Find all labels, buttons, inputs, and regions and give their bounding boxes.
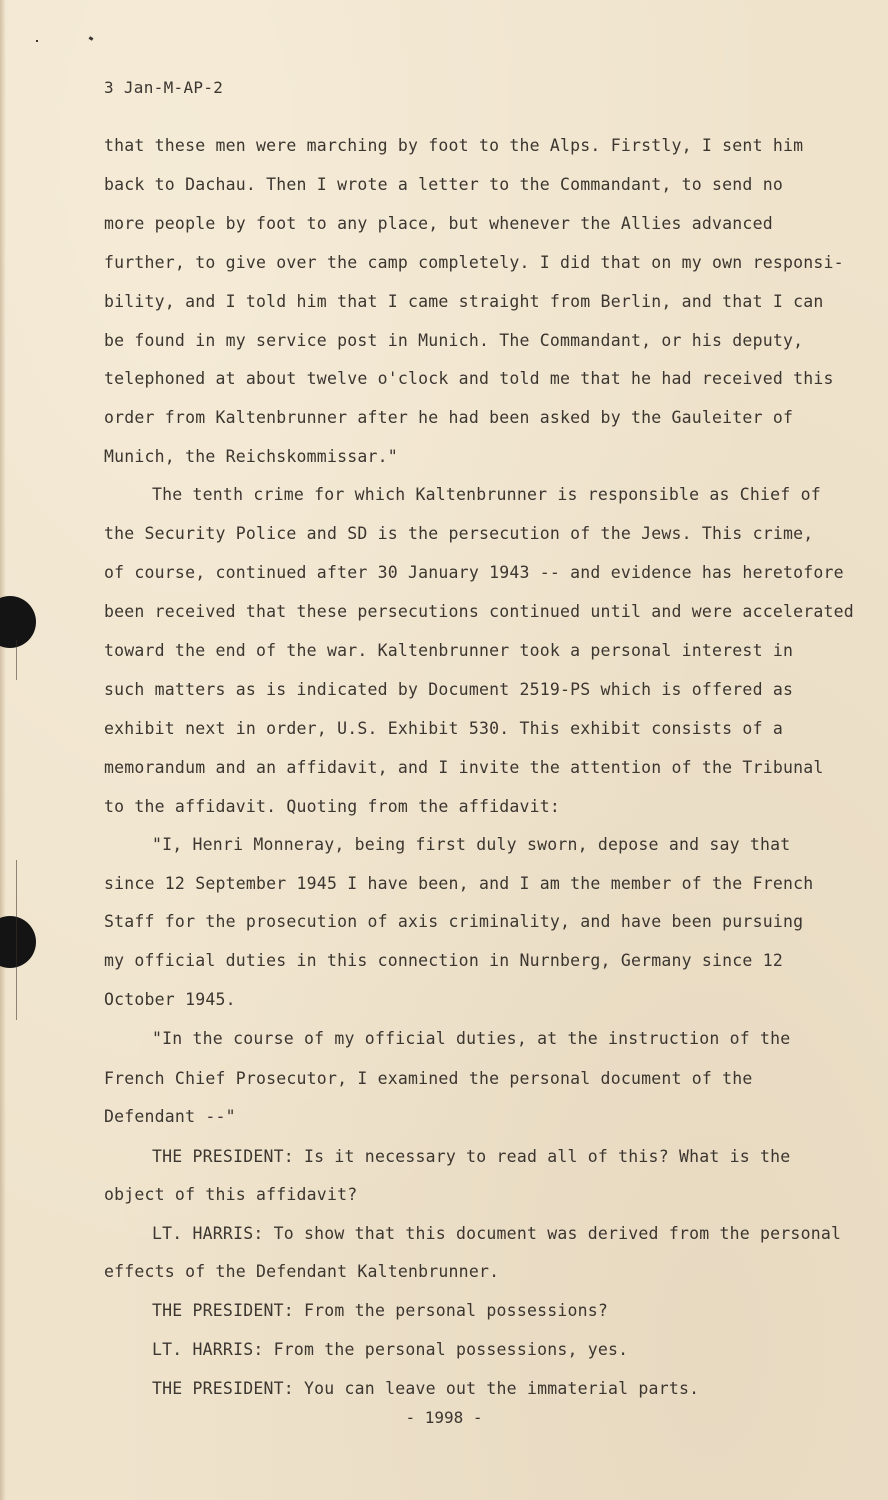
text-line: LT. HARRIS: To show that this document was derived from the personal xyxy=(152,1224,842,1243)
text-line: be found in my service post in Munich. The Commandant, or his deputy, xyxy=(104,331,804,350)
text-line: the Security Police and SD is the persecution of the Jews. This crime, xyxy=(104,524,814,543)
text-line: of course, continued after 30 January 1943 -- and evidence has heretofore xyxy=(104,563,844,582)
text-line: "I, Henri Monneray, being first duly sworn, depose and say that xyxy=(152,835,791,854)
text-line: to the affidavit. Quoting from the affidavit: xyxy=(104,797,561,816)
page-header: 3 Jan-M-AP-2 xyxy=(104,78,224,97)
text-line: THE PRESIDENT: Is it necessary to read all of this? What is the xyxy=(152,1147,791,1166)
punch-hole-middle xyxy=(0,916,36,968)
punch-hole-top xyxy=(0,596,36,648)
text-line: Staff for the prosecution of axis criminality, and have been pursuing xyxy=(104,912,804,931)
text-line: THE PRESIDENT: From the personal possessions? xyxy=(152,1301,609,1320)
text-line: French Chief Prosecutor, I examined the personal document of the xyxy=(104,1069,753,1088)
text-line: my official duties in this connection in Nurnberg, Germany since 12 xyxy=(104,951,783,970)
text-line: LT. HARRIS: From the personal possessions, yes. xyxy=(152,1340,629,1359)
text-line: memorandum and an affidavit, and I invite the attention of the Tribunal xyxy=(104,758,824,777)
paper-speck xyxy=(89,36,94,41)
text-line: Defendant --" xyxy=(104,1107,236,1126)
text-line: been received that these persecutions continued until and were accelerated xyxy=(104,602,854,621)
text-line: further, to give over the camp completely. I did that on my own responsi- xyxy=(104,253,844,272)
margin-mark xyxy=(16,860,17,1020)
text-line: bility, and I told him that I came straight from Berlin, and that I can xyxy=(104,292,824,311)
text-line: The tenth crime for which Kaltenbrunner is responsible as Chief of xyxy=(152,485,821,504)
text-line: object of this affidavit? xyxy=(104,1185,358,1204)
text-line: that these men were marching by foot to the Alps. Firstly, I sent him xyxy=(104,136,804,155)
text-line: THE PRESIDENT: You can leave out the immaterial parts. xyxy=(152,1379,700,1398)
page-edge-shadow xyxy=(0,0,6,1500)
text-line: since 12 September 1945 I have been, and I am the member of the French xyxy=(104,874,814,893)
margin-mark xyxy=(16,640,17,680)
text-line: effects of the Defendant Kaltenbrunner. xyxy=(104,1262,500,1281)
text-line: Munich, the Reichskommissar." xyxy=(104,447,398,466)
text-line: such matters as is indicated by Document 2519-PS which is offered as xyxy=(104,680,794,699)
page-number: - 1998 - xyxy=(405,1408,483,1427)
text-line: October 1945. xyxy=(104,990,236,1009)
text-line: exhibit next in order, U.S. Exhibit 530. This exhibit consists of a xyxy=(104,719,783,738)
text-line: "In the course of my official duties, at the instruction of the xyxy=(152,1029,791,1048)
paper-speck xyxy=(36,40,38,42)
text-line: more people by foot to any place, but whenever the Allies advanced xyxy=(104,214,773,233)
text-line: toward the end of the war. Kaltenbrunner took a personal interest in xyxy=(104,641,794,660)
text-line: back to Dachau. Then I wrote a letter to the Commandant, to send no xyxy=(104,175,783,194)
text-line: order from Kaltenbrunner after he had been asked by the Gauleiter of xyxy=(104,408,794,427)
text-line: telephoned at about twelve o'clock and told me that he had received this xyxy=(104,369,834,388)
